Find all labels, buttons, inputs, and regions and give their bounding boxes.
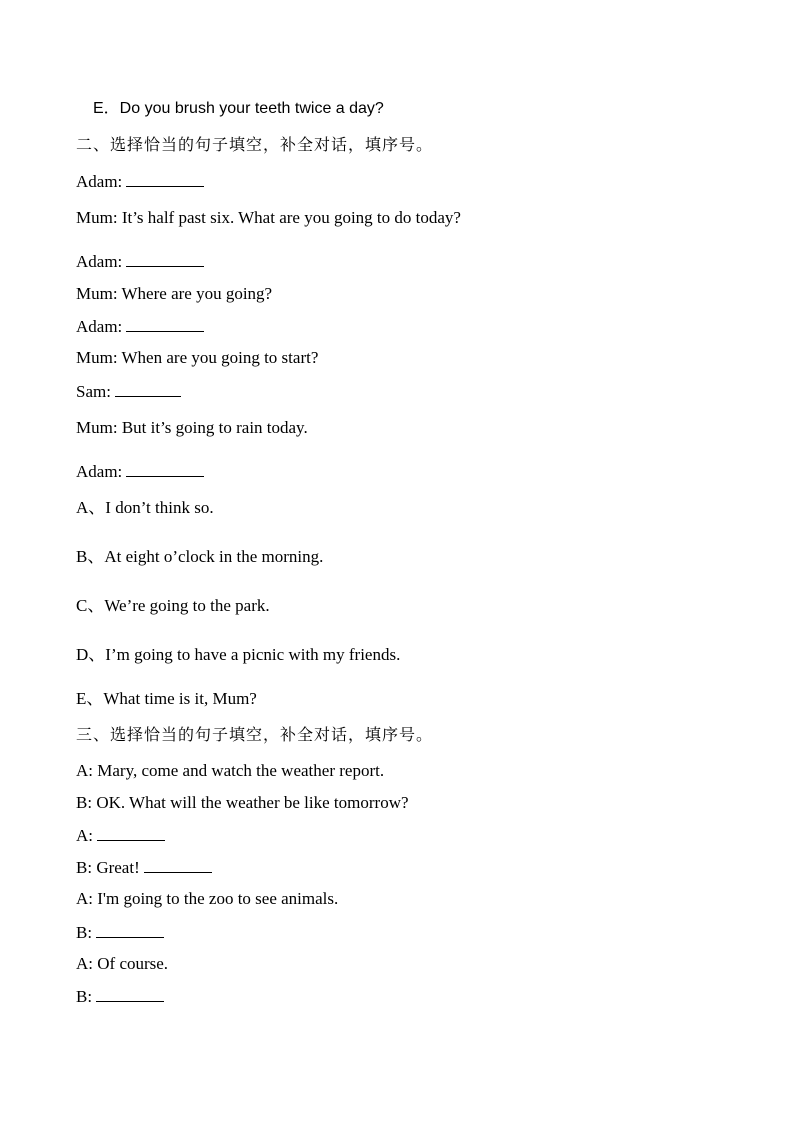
speaker: B: xyxy=(76,793,93,812)
answer-blank[interactable] xyxy=(96,922,164,938)
answer-blank[interactable] xyxy=(144,857,212,873)
speaker: B: xyxy=(76,987,93,1006)
dialogue-text: Of course. xyxy=(97,954,169,973)
dialogue-text: Where are you going? xyxy=(121,284,273,303)
dialogue-line xyxy=(76,284,272,304)
dialogue-text: It’s half past six. What are you going to do today? xyxy=(121,208,461,227)
answer-blank[interactable] xyxy=(97,825,165,841)
dialogue-line xyxy=(76,208,461,228)
dialogue-line xyxy=(76,889,338,909)
speaker: Mum: xyxy=(76,284,118,303)
option-a: A、I don’t think so. xyxy=(76,498,214,517)
dialogue-line xyxy=(76,461,204,482)
speaker: A: xyxy=(76,954,93,973)
speaker: Mum: xyxy=(76,348,118,367)
speaker: A: xyxy=(76,826,93,845)
speaker: Mum: xyxy=(76,418,118,437)
speaker: Adam: xyxy=(76,252,123,271)
option-c: C、We’re going to the park. xyxy=(76,596,270,615)
answer-blank[interactable] xyxy=(126,461,204,477)
dialogue-text: Mary, come and watch the weather report. xyxy=(97,761,385,780)
dialogue-line xyxy=(76,348,318,368)
dialogue-text: OK. What will the weather be like tomorrow? xyxy=(96,793,409,812)
dialogue-text: I'm going to the zoo to see animals. xyxy=(97,889,339,908)
dialogue-line xyxy=(76,922,164,943)
option-d: D、I’m going to have a picnic with my friends. xyxy=(76,645,401,664)
answer-blank[interactable] xyxy=(126,251,204,267)
dialogue-text: Great! xyxy=(96,858,140,877)
speaker: Adam: xyxy=(76,317,123,336)
section3-heading: 三、选择恰当的句子填空，补全对话，填序号。 xyxy=(76,725,434,744)
answer-blank[interactable] xyxy=(126,171,204,187)
speaker: B: xyxy=(76,923,93,942)
dialogue-line xyxy=(76,954,168,974)
option-e: E、What time is it, Mum? xyxy=(76,689,257,708)
speaker: Sam: xyxy=(76,382,111,401)
speaker: Mum: xyxy=(76,208,118,227)
speaker: Adam: xyxy=(76,172,123,191)
dialogue-text: When are you going to start? xyxy=(121,348,319,367)
dialogue-line xyxy=(76,986,164,1007)
answer-blank[interactable] xyxy=(115,381,181,397)
answer-blank[interactable] xyxy=(126,316,204,332)
speaker: B: xyxy=(76,858,93,877)
option-b: B、At eight o’clock in the morning. xyxy=(76,547,324,566)
dialogue-line xyxy=(76,381,181,402)
speaker: A: xyxy=(76,761,93,780)
section2-heading: 二、选择恰当的句子填空，补全对话，填序号。 xyxy=(76,135,434,154)
speaker: A: xyxy=(76,889,93,908)
section1-option-e: E．Do you brush your teeth twice a day? xyxy=(93,100,384,117)
dialogue-line xyxy=(76,251,204,272)
dialogue-line xyxy=(76,171,204,192)
dialogue-line xyxy=(76,857,212,878)
speaker: Adam: xyxy=(76,462,123,481)
dialogue-text: But it’s going to rain today. xyxy=(121,418,308,437)
dialogue-line xyxy=(76,761,384,781)
dialogue-line xyxy=(76,825,165,846)
dialogue-line xyxy=(76,793,409,813)
dialogue-line xyxy=(76,418,308,438)
dialogue-line xyxy=(76,316,204,337)
answer-blank[interactable] xyxy=(96,986,164,1002)
